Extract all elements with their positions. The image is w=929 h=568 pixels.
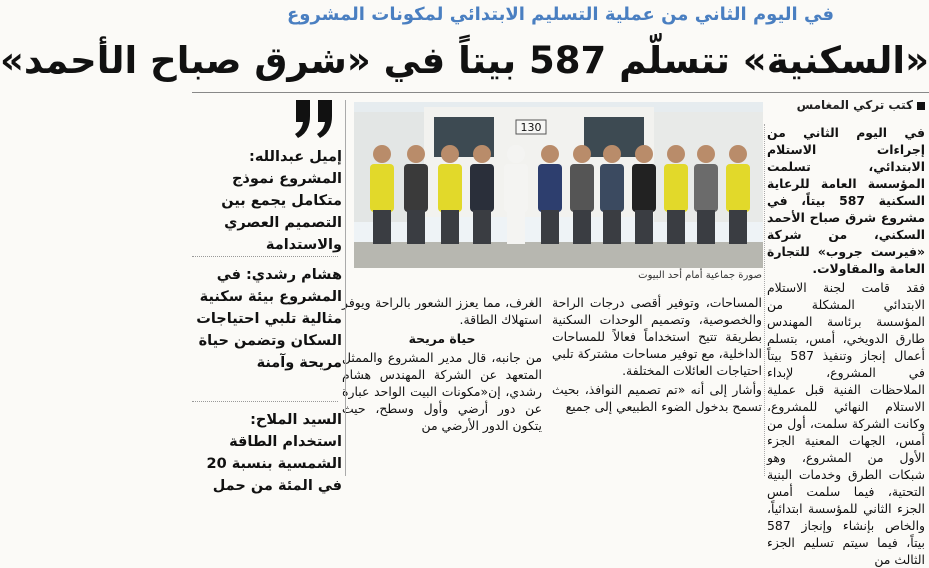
- person: [694, 164, 718, 212]
- person-head: [635, 145, 653, 163]
- person: [504, 164, 528, 212]
- person-head: [541, 145, 559, 163]
- headline-rule: [192, 92, 929, 93]
- article-paragraph: في اليوم الثاني من إجراءات الاستلام الابتدائي، تسلمت المؤسسة العامة للرعاية السكنية 587 بيتاً، في مشروع شرق صباح الأحمد السكني، من شركة «فيرست جروب» للتجارة العامة والمقاولات.: [767, 125, 925, 276]
- quotes-sidebar: [192, 96, 342, 494]
- person: [570, 164, 594, 212]
- headline: «السكنية» تتسلّم 587 بيتاً في «شرق صباح الأحمد»: [0, 39, 929, 82]
- byline-text: كتب تركي المغامس: [796, 98, 913, 112]
- article-paragraph: من جانبه، قال مدير المشروع والممثل المتعهد عن الشركة المهندس هشام رشدي، إن«مكونات البيت الواحد عبارة عن دور أرضي وأول وسطح، حيث يتكون الدور الأرضي من: [342, 350, 542, 433]
- divider: [192, 256, 338, 257]
- person-legs: [667, 210, 685, 244]
- person-legs: [473, 210, 491, 244]
- person: [438, 164, 462, 212]
- article-column-middle-right: [552, 294, 762, 476]
- person: [538, 164, 562, 212]
- article-column-right: [767, 124, 925, 567]
- person-head: [603, 145, 621, 163]
- person-head: [667, 145, 685, 163]
- article-paragraph: وأشار إلى أنه «تم تصميم النوافذ، بحيث تسمح بدخول الضوء الطبيعي إلى جميع: [552, 382, 762, 414]
- person: [470, 164, 494, 212]
- photo-illustration: [354, 102, 763, 268]
- person-legs: [573, 210, 591, 244]
- person-legs: [407, 210, 425, 244]
- person: [370, 164, 394, 212]
- person-head: [573, 145, 591, 163]
- subheading: حياة مريحة: [408, 331, 476, 346]
- person: [600, 164, 624, 212]
- article-paragraph: المساحات، وتوفير أقصى درجات الراحة والخصوصية، وتصميم الوحدات السكنية بطريقة تتيح استخداماً فعالاً للمساحات الداخلية، مع توفير مساحات مشتركة تلبي احتياجات العائلات المختلفة.: [552, 295, 762, 378]
- person-head: [407, 145, 425, 163]
- person: [664, 164, 688, 212]
- person: [404, 164, 428, 212]
- article-paragraph: فقد قامت لجنة الاستلام الابتدائي المشكلة من المؤسسة برئاسة المهندس طارق الدويخي، أمس، بتسلم أعمال إنجاز وتنفيذ 587 بيتاً في المشروع، لإبداء الملاحظات الفنية قبل عملية الاستلام النهائي للمشروع، وكانت الشركة سلمت، أول من أمس، الجهات المعنية الجزء الأول من المشروع، وهو شبكات الطرق وخدمات البنية التحتية، فيما سلمت أمس الجزء الثاني للمؤسسة ابتدائياً، والخاص بإنشاء وإنجاز 587 بيتاً، فيما سيتم تسليم الجزء الثالث من: [767, 280, 925, 567]
- person-legs: [507, 210, 525, 244]
- person: [632, 164, 656, 212]
- article-column-middle-left: [342, 294, 542, 476]
- person-head: [507, 145, 525, 163]
- article-paragraph: الغرف، مما يعزز الشعور بالراحة ويوفر استهلاك الطاقة.: [342, 295, 542, 327]
- person-head: [441, 145, 459, 163]
- person-head: [697, 145, 715, 163]
- byline: [765, 98, 925, 118]
- photo-caption: صورة جماعية أمام أحد البيوت: [638, 270, 762, 281]
- bullet-square-icon: [917, 102, 925, 110]
- sidebar-quote: السيد الملاح: استخدام الطاقة الشمسية بنسبة 20 في المئة من حمل: [206, 412, 342, 494]
- quote-mark-icon: [292, 96, 338, 142]
- person-head: [473, 145, 491, 163]
- person-legs: [697, 210, 715, 244]
- divider: [192, 401, 338, 402]
- sidebar-quote: إميل عبدالله: المشروع نموذج متكامل يجمع بين التصميم العصري والاستدامة: [221, 149, 342, 253]
- person: [726, 164, 750, 212]
- person-head: [729, 145, 747, 163]
- column-rule: [345, 100, 346, 476]
- person-legs: [441, 210, 459, 244]
- person-legs: [729, 210, 747, 244]
- person-legs: [373, 210, 391, 244]
- person-legs: [603, 210, 621, 244]
- house-number: 130: [520, 121, 542, 134]
- group-photo: [354, 102, 763, 268]
- column-rule: [764, 124, 765, 476]
- kicker: في اليوم الثاني من عملية التسليم الابتدائي لمكونات المشروع: [286, 4, 834, 25]
- sidebar-quote: هشام رشدي: في المشروع بيئة سكنية مثالية تلبي احتياجات السكان وتضمن حياة مريحة وآمنة: [196, 267, 342, 371]
- person-legs: [541, 210, 559, 244]
- person-head: [373, 145, 391, 163]
- person-legs: [635, 210, 653, 244]
